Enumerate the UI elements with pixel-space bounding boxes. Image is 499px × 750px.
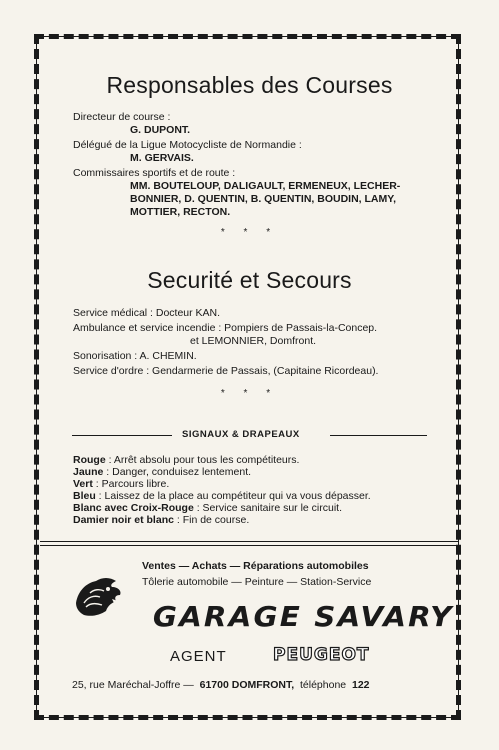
sonorisation: Sonorisation : A. CHEMIN. bbox=[73, 350, 197, 362]
flag-name: Vert bbox=[73, 478, 93, 490]
address-city: 61700 DOMFRONT, bbox=[199, 679, 295, 691]
section-title-responsables: Responsables des Courses bbox=[106, 72, 393, 98]
advert-divider bbox=[40, 541, 458, 546]
advert-services-line2: Tôlerie automobile — Peinture — Station-Service bbox=[142, 576, 372, 588]
commissaires-label: Commissaires sportifs et de route : bbox=[73, 167, 236, 179]
flag-name: Damier noir et blanc bbox=[73, 514, 174, 526]
flag-item-vert bbox=[73, 478, 169, 490]
address-street: 25, rue Maréchal-Joffre — bbox=[72, 679, 194, 691]
section-title-securite: Securité et Secours bbox=[147, 267, 352, 293]
delegue-name: M. GERVAIS. bbox=[130, 152, 194, 164]
signaux-heading: SIGNAUX & DRAPEAUX bbox=[182, 429, 300, 440]
flag-item-blanc-croix-rouge bbox=[73, 502, 342, 514]
heading-rule-right bbox=[330, 435, 427, 436]
directeur-name: G. DUPONT. bbox=[130, 124, 191, 136]
advert-services-line1: Ventes — Achats — Réparations automobiles bbox=[142, 560, 369, 572]
address-phone-label: téléphone bbox=[300, 679, 347, 691]
flag-name: Jaune bbox=[73, 466, 104, 478]
flag-meaning: : Fin de course. bbox=[173, 514, 250, 526]
lion-head-icon bbox=[72, 573, 124, 619]
separator-stars-2: * * * bbox=[220, 388, 279, 399]
flag-meaning: : Arrêt absolu pour tous les compétiteurs. bbox=[105, 454, 300, 466]
flag-meaning: : Danger, conduisez lentement. bbox=[103, 466, 252, 478]
flag-name: Rouge bbox=[73, 454, 106, 466]
flag-meaning: : Service sanitaire sur le circuit. bbox=[193, 502, 343, 514]
garage-name: GARAGE SAVARY bbox=[152, 600, 454, 633]
delegue-label: Délégué de la Ligue Motocycliste de Normandie : bbox=[73, 139, 302, 151]
address-phone: 122 bbox=[351, 679, 370, 691]
flag-meaning: : Parcours libre. bbox=[92, 478, 170, 490]
agent-label: AGENT bbox=[170, 648, 227, 665]
commissaires-names-line1: MM. BOUTELOUP, DALIGAULT, ERMENEUX, LECHER- bbox=[130, 180, 401, 192]
flag-item-rouge bbox=[73, 454, 299, 466]
flag-item-damier bbox=[73, 514, 249, 526]
service-medical: Service médical : Docteur KAN. bbox=[73, 307, 221, 319]
separator-stars: * * * bbox=[220, 227, 279, 238]
commissaires-names-line3: MOTTIER, RECTON. bbox=[130, 206, 231, 218]
advert-address bbox=[72, 679, 370, 691]
ambulance-line2: et LEMONNIER, Domfront. bbox=[190, 335, 317, 347]
flag-item-jaune bbox=[73, 466, 251, 478]
flag-meaning: : Laissez de la place au compétiteur qui va vous dépasser. bbox=[95, 490, 371, 502]
service-ordre: Service d'ordre : Gendarmerie de Passais, (Capitaine Ricordeau). bbox=[73, 365, 379, 377]
flag-item-bleu bbox=[73, 490, 371, 502]
commissaires-names-line2: BONNIER, D. QUENTIN, B. QUENTIN, BOUDIN, LAMY, bbox=[130, 193, 397, 205]
ambulance-line1: Ambulance et service incendie : Pompiers de Passais-la-Concep. bbox=[73, 322, 378, 334]
flag-name: Bleu bbox=[73, 490, 96, 502]
heading-rule-left bbox=[72, 435, 172, 436]
brand-peugeot: PEUGEOT bbox=[273, 645, 370, 665]
directeur-label: Directeur de course : bbox=[73, 111, 171, 123]
flag-name: Blanc avec Croix-Rouge bbox=[73, 502, 194, 514]
